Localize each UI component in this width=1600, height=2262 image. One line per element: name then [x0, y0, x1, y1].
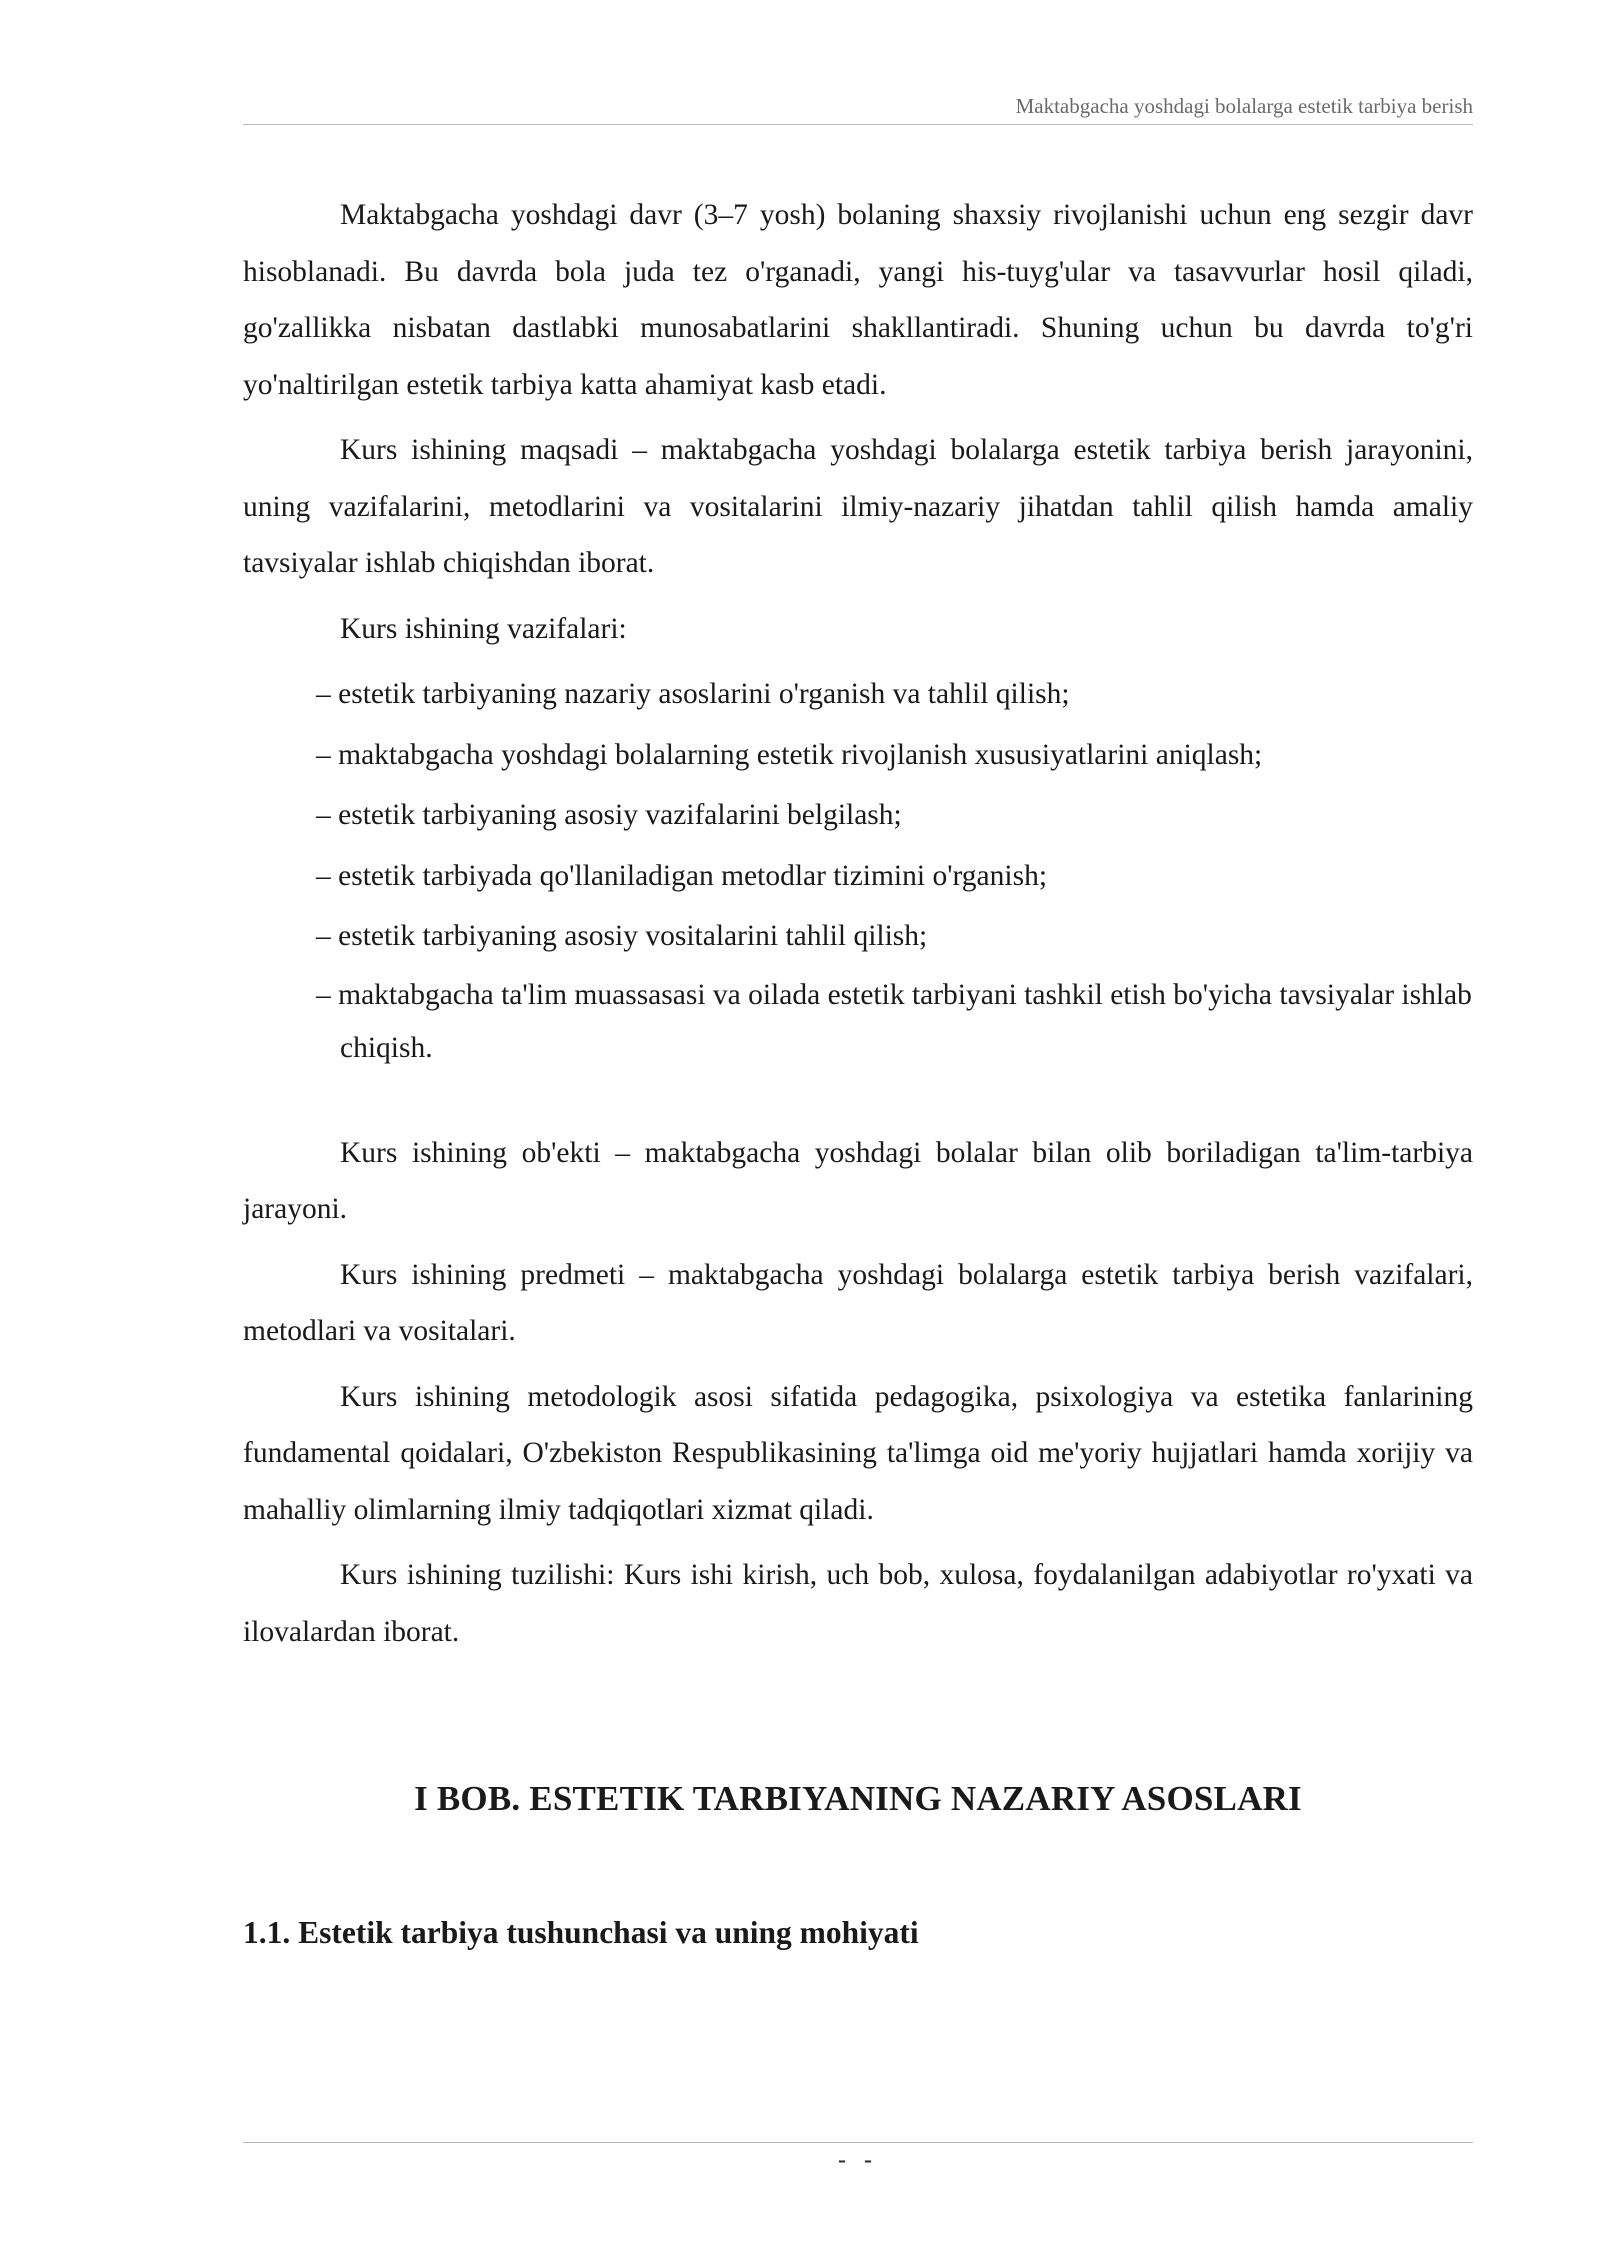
subject-paragraph: Kurs ishining predmeti – maktabgacha yoshdagi bolalarga estetik tarbiya berish vazifalari, metodlari va vositalari.	[243, 1258, 1473, 1347]
task-item: – maktabgacha ta'lim muassasasi va oilada estetik tarbiyani tashkil etish bo'yicha tavsiyalar ishlab chiqish.	[316, 978, 1472, 1064]
object-paragraph: Kurs ishining ob'ekti – maktabgacha yoshdagi bolalar bilan olib boriladigan ta'lim-tarbiya jarayoni.	[243, 1136, 1473, 1225]
document-body	[243, 187, 1473, 1957]
structure-paragraph: Kurs ishining tuzilishi: Kurs ishi kirish, uch bob, xulosa, foydalanilgan adabiyotlar ro'yxati va ilovalardan iborat.	[243, 1559, 1473, 1648]
running-title: Maktabgacha yoshdagi bolalarga estetik tarbiya berish	[1015, 94, 1473, 118]
task-item: – estetik tarbiyaning asosiy vazifalarini belgilash;	[316, 799, 902, 831]
goal-paragraph: Kurs ishining maqsadi – maktabgacha yoshdagi bolalarga estetik tarbiya berish jarayonini, uning vazifalarini, metodlarini va vositalarini ilmiy-nazariy jihatdan tahlil qilish hamda amaliy tavsiyalar ishlab chiqishdan iborat.	[243, 434, 1473, 579]
methodology-paragraph: Kurs ishining metodologik asosi sifatida pedagogika, psixologiya va estetika fanlarining fundamental qoidalari, O'zbekiston Respublikasining ta'limga oid me'yoriy hujjatlari hamda xorijiy va mahalliy olimlarning ilmiy tadqiqotlari xizmat qiladi.	[243, 1380, 1473, 1526]
tasks-list	[243, 666, 1473, 1075]
task-item: – estetik tarbiyada qo'llaniladigan metodlar tizimini o'rganish;	[316, 859, 1048, 892]
section-title: 1.1. Estetik tarbiya tushunchasi va uning mohiyati	[243, 1915, 919, 1950]
task-item: – estetik tarbiyaning asosiy vositalarini tahlil qilish;	[316, 920, 928, 952]
task-item: – maktabgacha yoshdagi bolalarning estetik rivojlanish xususiyatlarini aniqlash;	[316, 738, 1263, 771]
tasks-label: Kurs ishining vazifalari:	[340, 612, 627, 645]
page-header	[243, 92, 1473, 125]
chapter-title: I BOB. ESTETIK TARBIYANING NAZARIY ASOSLARI	[414, 1779, 1302, 1818]
task-item: – estetik tarbiyaning nazariy asoslarini o'rganish va tahlil qilish;	[316, 678, 1070, 710]
page-number: - -	[838, 2147, 878, 2173]
intro-paragraph: Maktabgacha yoshdagi davr (3–7 yosh) bolaning shaxsiy rivojlanishi uchun eng sezgir davr hisoblanadi. Bu davrda bola juda tez o'rganadi, yangi his-tuyg'ular va tasavvurlar hosil qiladi, go'zallikka nisbatan dastlabki munosabatlarini shakllantiradi. Shuning uchun bu davrda to'g'ri yo'naltirilgan estetik tarbiya katta ahamiyat kasb etadi.	[243, 199, 1473, 401]
list-spacer	[243, 1079, 1473, 1125]
page-footer	[243, 2142, 1473, 2173]
